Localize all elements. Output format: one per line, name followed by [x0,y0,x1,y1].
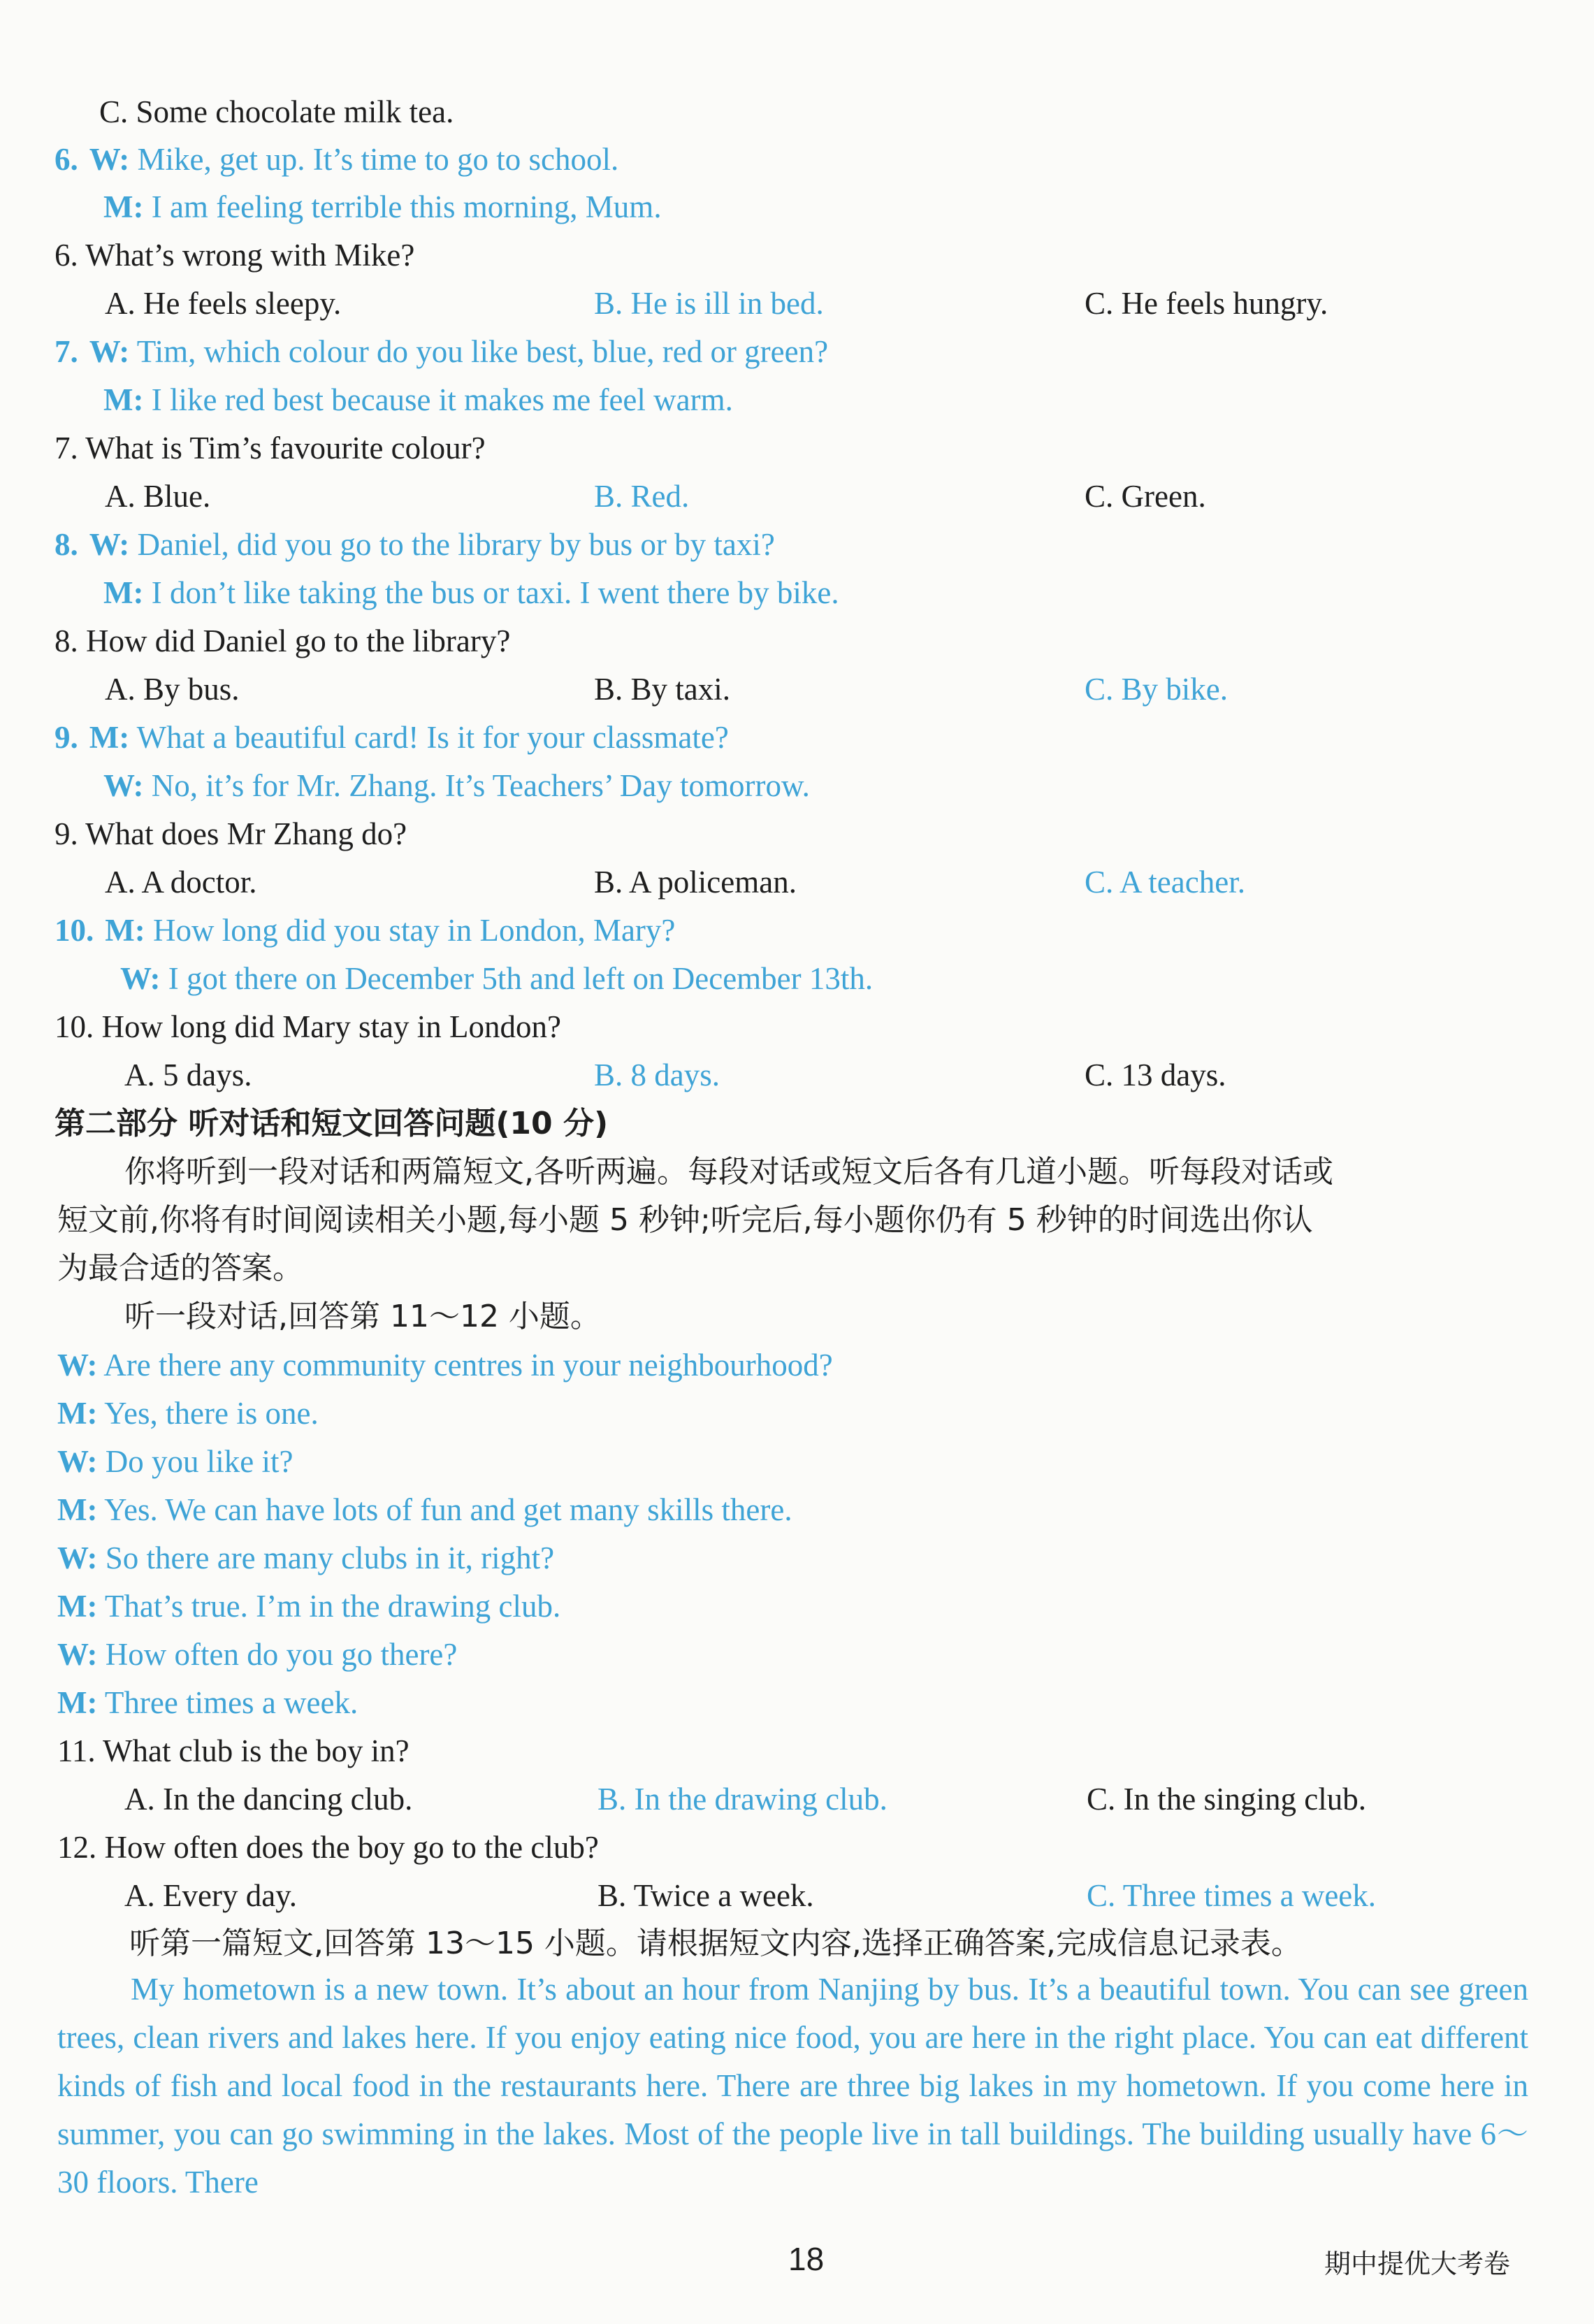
q6-option-b-answer: B. He is ill in bed. [594,286,824,321]
dialog-line [57,1489,792,1531]
q6-transcript-m [103,186,662,228]
dialog-speaker: W: [57,1444,98,1479]
speaker-m: M: [89,720,130,755]
q10-m-line: How long did you stay in London, Mary? [152,913,676,948]
speaker-w: W: [89,334,130,369]
q8-question: 8. How did Daniel go to the library? [55,623,511,658]
q7-transcript-w [55,331,828,373]
q10-question: 10. How long did Mary stay in London? [55,1009,561,1044]
dialog-speaker: W: [57,1637,98,1672]
q8-option-b: B. By taxi. [594,672,731,707]
q9-option-a: A. A doctor. [105,865,257,900]
q6-question: 6. What’s wrong with Mike? [55,238,415,273]
dialog-line [57,1537,554,1579]
q9-option-b: B. A policeman. [594,865,797,900]
speaker-m: M: [103,575,144,610]
dialog-speaker: W: [57,1540,98,1575]
dialog-text: So there are many clubs in it, right? [105,1540,555,1575]
q6-option-c: C. He feels hungry. [1085,286,1328,321]
q10-number: 10. [55,913,94,948]
speaker-m: M: [105,913,145,948]
q10-option-c: C. 13 days. [1085,1058,1226,1092]
dialog-line [57,1682,358,1724]
q11-option-a: A. In the dancing club. [124,1782,413,1817]
speaker-m: M: [103,189,144,224]
q7-question: 7. What is Tim’s favourite colour? [55,431,486,465]
q12-option-a: A. Every day. [124,1878,297,1913]
q12-option-c-answer: C. Three times a week. [1087,1878,1377,1913]
q11-question: 11. What club is the boy in? [57,1733,410,1768]
dialog-text: Are there any community centres in your neighbourhood? [103,1348,833,1383]
q7-transcript-m [103,379,733,421]
q8-option-a: A. By bus. [105,672,240,707]
q6-number: 6. [55,142,78,177]
q8-option-c-answer: C. By bike. [1085,672,1229,707]
part2-instructions-line3: 为最合适的答案。 [57,1250,303,1286]
q12-question: 12. How often does the boy go to the club? [57,1830,599,1865]
q6-option-a: A. He feels sleepy. [105,286,342,321]
q9-number: 9. [55,720,78,755]
q9-question: 9. What does Mr Zhang do? [55,816,407,851]
speaker-w: W: [89,142,130,177]
q8-w-line: Daniel, did you go to the library by bus or by taxi? [137,527,775,562]
speaker-w: W: [89,527,130,562]
q6-w-line: Mike, get up. It’s time to go to school. [137,142,619,177]
q11-option-c: C. In the singing club. [1087,1782,1366,1817]
q9-option-c-answer: C. A teacher. [1085,865,1245,900]
dialog-text: Do you like it? [105,1444,294,1479]
q8-transcript-m [103,572,839,614]
q7-option-a: A. Blue. [105,479,211,514]
q10-option-a: A. 5 days. [124,1058,252,1092]
dialog-speaker: W: [57,1348,98,1383]
q5-option-c: C. Some chocolate milk tea. [99,94,454,129]
part2-instructions-line2: 短文前,你将有时间阅读相关小题,每小题 5 秒钟;听完后,每小题你仍有 5 秒钟的时间选出你认 [57,1202,1313,1238]
q7-option-b-answer: B. Red. [594,479,690,514]
q6-m-line: I am feeling terrible this morning, Mum. [151,189,662,224]
part2-instructions-line1: 你将听到一段对话和两篇短文,各听两遍。每段对话或短文后各有几道小题。听每段对话或 [124,1154,1333,1190]
q10-w-line: I got there on December 5th and left on December 13th. [168,961,874,996]
dialog-line [57,1392,319,1434]
q10-option-b-answer: B. 8 days. [594,1058,720,1092]
dialog-text: That’s true. I’m in the drawing club. [104,1589,561,1624]
dialog-text: Three times a week. [104,1685,358,1720]
q7-w-line: Tim, which colour do you like best, blue, red or green? [136,334,829,369]
q9-w-line: No, it’s for Mr. Zhang. It’s Teachers’ Day tomorrow. [151,768,810,803]
part2-heading: 第二部分 听对话和短文回答问题(10 分) [55,1106,609,1141]
dialog-speaker: M: [57,1589,98,1624]
dialog-speaker: M: [57,1492,98,1527]
dialog-speaker: M: [57,1396,98,1431]
q8-number: 8. [55,527,78,562]
q12-option-b: B. Twice a week. [597,1878,814,1913]
speaker-w: W: [103,768,144,803]
q9-transcript-m [55,716,729,758]
q10-transcript-w [120,958,873,999]
q11-option-b-answer: B. In the drawing club. [597,1782,887,1817]
dialog-line [57,1441,293,1482]
speaker-m: M: [103,382,144,417]
book-title: 期中提优大考卷 [1324,2249,1511,2279]
page-number: 18 [788,2241,825,2277]
q7-option-c: C. Green. [1085,479,1206,514]
dialog-line [57,1633,457,1675]
q7-number: 7. [55,334,78,369]
dialog-line [57,1585,560,1627]
speaker-w: W: [120,961,161,996]
passage1-text: My hometown is a new town. It’s about an hour from Nanjing by bus. It’s a beautiful town. You can see green trees, clean rivers and lakes here. If you enjoy eating nice food, you are here in the right place. You can eat different kinds of fish and local food in the restaurants here. There are three big lakes in my hometown. If you come here in summer, you can go swimming in the lakes. Most of the people live in tall buildings. The building usually have 6～30 floors. There [57,1972,1528,2200]
q7-m-line: I like red best because it makes me feel warm. [151,382,733,417]
dialog-text: How often do you go there? [105,1637,458,1672]
q8-m-line: I don’t like taking the bus or taxi. I went there by bike. [151,575,839,610]
dialog-line [57,1344,833,1386]
q6-transcript-w [55,138,618,180]
dialog-speaker: M: [57,1685,98,1720]
dialog-text: Yes. We can have lots of fun and get many skills there. [104,1492,792,1527]
q8-transcript-w [55,524,775,565]
q10-transcript-m [55,909,675,951]
q9-m-line: What a beautiful card! Is it for your classmate? [136,720,729,755]
q9-transcript-w [103,765,810,807]
dialog-intro: 听一段对话,回答第 11～12 小题。 [124,1299,601,1334]
dialog-text: Yes, there is one. [104,1396,319,1431]
passage1-intro: 听第一篇短文,回答第 13～15 小题。请根据短文内容,选择正确答案,完成信息记录表。 [129,1926,1302,1961]
